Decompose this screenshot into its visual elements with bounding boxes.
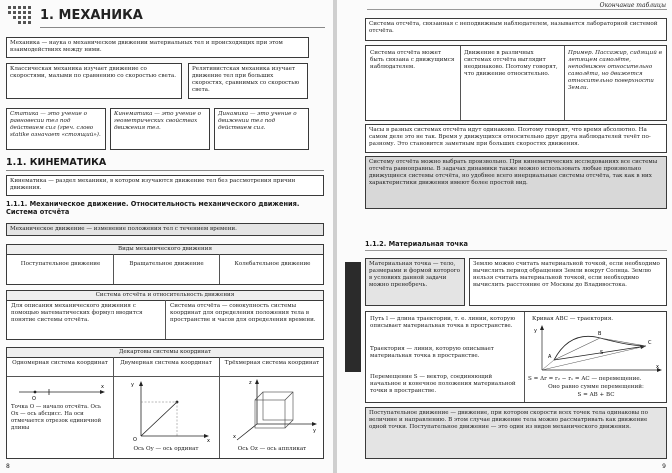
lab-frame-definition: Система отсчёта, связанная с неподвижным наблюдателем, называется лабораторной системой отсчёта. [365,18,667,41]
axes-2d-diagram [119,378,215,442]
svg-text:y: y [534,328,537,334]
frame-definition-text: Система отсчёта — совокупность системы координат для определения положения тела в пространстве и часов для определения времени. [170,303,316,323]
type-oscillatory: Колебательное движение [234,261,311,267]
running-head: Окончание таблицы [599,2,666,9]
side-marker [345,262,361,372]
origin-description: Точка O — начало отсчёта. Ось Ox — ось абсцисс. На оси отмечается отрезок единичной длины [11,404,102,431]
chapter-title: 1. МЕХАНИКА [40,8,143,23]
material-point-title: 1.1.2. Материальная точка [365,240,469,248]
statics-definition: Статика — это учение о равновесии тел под действием сил (греч. слово statike означает «стоящий»). [6,108,106,150]
example-text: Пример. Пассажир, сидящий в летящем самолёте, неподвижен относительно самолёта, но движется относительно поверхности Земли. [568,50,662,91]
path-displacement-block [365,311,667,403]
axis-1d-diagram [15,382,109,400]
chapter-decoration-icon [8,6,32,24]
path-definition: Путь l — длина траектории, т. е. линии, которую описывает материальная точка в пространстве. [370,316,516,329]
type-rotational: Вращательное движение [129,261,204,267]
classical-mechanics: Классическая механика изучает движение со скоростями, малыми по сравнению со скоростью света. [6,63,182,99]
motion-definition: Механическое движение — изменение положения тел с течением времени. [6,223,324,236]
page-number-left: 8 [6,463,10,470]
relative-motion-text: Движение в различных системах отсчёта выглядит неодинаково. Поэтому говорят, что движение относительно. [464,50,558,77]
dynamics-card: Динамика — это учение о движении тел под действием сил. [214,108,309,150]
coord-2d-title: Двумерная система координат [120,360,212,366]
time-absolute-text: Часы в разных системах отсчёта идут одинаково. Поэтому говорят, что время абсолютно. На самом деле это не так. Время у движущихся относительно друг друга наблюдателей течёт по-разному. Это становится заметным при больших скоростях движения. [365,124,667,153]
moving-frame-text: Система отсчёта может быть связана с движущимся наблюдателем. [370,50,455,70]
svg-text:x: x [233,434,236,440]
displacement-definition: Перемещение S — вектор, соединяющий начальное и конечное положения материальной точки в пространстве. [370,374,516,394]
section-rule [6,170,324,171]
coordinate-systems-table [6,347,324,459]
kinematics-definition: Кинематика — раздел механики, в котором изучаются движение тел без рассмотрения причин движения. [6,175,324,196]
coord-3d-title: Трёхмерная система координат [224,360,320,366]
chapter-rule [40,27,325,28]
frame-header: Система отсчёта и относительность движения [7,291,323,301]
ordinate-description: Ось Oy — ось ординат [133,446,199,452]
page-number-right: 9 [662,463,666,470]
relativity-table [365,45,667,121]
mechanics-definition: Механика — наука о механическом движении материальных тел и происходящих при этом взаимодействиях между ними. [6,37,309,58]
applicate-description: Ось Oz — ось аппликат [237,446,307,452]
reference-frame-table [6,290,324,340]
sum-formula: S = AB + BC [577,392,615,398]
svg-text:S: S [600,350,604,356]
relativistic-mechanics: Релятивистская механика изучает движение тел при больших скоростях, сравнимых со скоростью света. [188,63,308,99]
motion-types-header: Виды механического движения [7,245,323,255]
svg-text:A: A [548,354,552,360]
right-page [337,0,672,473]
trajectory-diagram [530,324,664,374]
svg-text:x: x [207,438,210,442]
axes-3d-diagram [227,378,319,444]
motion-types-table [6,244,324,285]
translational-motion-text: Поступательное движение — движение, при котором скорости всех точек тела одинаковы по величине и направлению. В этом случае движение тела можно рассматривать как движение одной точки. Поступательное движение — это один из видов механического движения. [365,407,667,459]
frame-intro-text: Для описания механического движения с помощью математических формул вводится понятие системы отсчёта. [11,303,143,323]
curve-label: Кривая ABC — траектория. [532,316,614,322]
svg-text:O: O [133,437,137,442]
coord-header: Декартовы системы координат [7,348,323,358]
svg-text:z: z [249,380,252,386]
material-point-definition: Материальная точка — тело, размерами и формой которого в условиях данной задачи можно пренебречь. [365,258,465,306]
left-page [0,0,333,473]
material-point-example: Землю можно считать материальной точкой, если необходимо вычислить период обращения Земли вокруг Солнца. Землю нельзя считать материальной точкой, если необходимо вычислить расстояние от Москвы до Владивостока. [469,258,667,306]
svg-text:O: O [32,396,36,400]
svg-text:x: x [101,384,104,390]
type-translational: Поступательное движение [20,261,101,267]
svg-text:y: y [313,428,316,434]
displacement-formula: S = Δr = r₂ − r₁ = AC — перемещение. [528,376,642,382]
sum-formula-caption: Оно равно сумме перемещений: [548,384,644,390]
svg-text:C: C [648,340,652,346]
svg-text:y: y [131,382,134,388]
coord-1d-title: Одномерная система координат [12,360,108,366]
trajectory-definition: Траектория — линия, которую описывает материальная точка в пространстве. [370,346,494,359]
svg-text:B: B [598,331,602,337]
svg-text:x: x [656,364,659,370]
section-title: 1.1. КИНЕМАТИКА [6,157,107,168]
frame-choice-text: Систему отсчёта можно выбрать произвольно. При кинематических исследованиях все системы отсчёта равноправны. В задачах динамики также можно использовать любые произвольно движущиеся системы отсчёта, но удобнее всего инерциальные системы отсчёта, так как в них характеристики движения имеют более простой вид. [365,156,667,209]
kinematics-card: Кинематика — это учение о геометрических свойствах движения тел. [110,108,210,150]
subsection-title: 1.1.1. Механическое движение. Относительность механического движения. Система отсчёта [6,200,300,216]
